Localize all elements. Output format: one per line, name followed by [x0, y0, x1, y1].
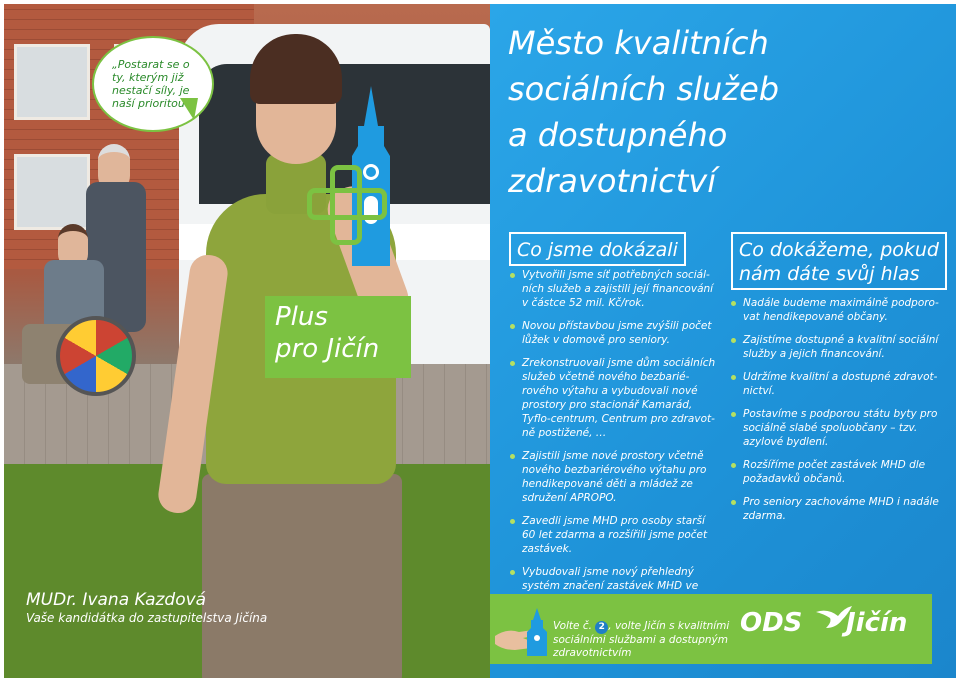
vote-suffix: , volte Jičín s kvalitními sociálními službami a dostupným zdravotnictvím	[553, 620, 730, 659]
list-item: Novou přístavbou jsme zvýšili počet lůžek v domově pro seniory.	[510, 319, 718, 347]
plus-pro-jicin-badge	[265, 296, 411, 378]
headline-line: a dostupného	[508, 116, 728, 154]
logo-city: Jičín	[846, 608, 908, 638]
candidate-caption	[26, 590, 267, 626]
hand-icon	[493, 606, 553, 656]
promise-title-line-2: nám dáte svůj hlas	[739, 263, 920, 285]
achieved-list	[510, 268, 718, 616]
list-item: Zrekonstruovali jsme dům sociálních služeb včetně nového bezbariérového výtahu a vybudovali nové prostory pro stacionář Kamarád, Tyflo-centrum, Centrum pro zdravotně postižené, …	[510, 356, 718, 440]
list-item: Zavedli jsme MHD pro osoby starší 60 let zdarma a rozšířili jsme počet zastávek.	[510, 514, 718, 556]
candidate-photo	[4, 4, 490, 678]
promise-title-line-1: Co dokážeme, pokud	[739, 239, 939, 261]
boy-in-wheelchair	[14, 224, 114, 404]
list-item: Zajistili jsme nové prostory včetně nového bezbariérového výtahu pro hendikepované děti a mládež ze sdružení APROPO.	[510, 449, 718, 505]
promise-list	[731, 296, 941, 532]
candidate-subtitle: Vaše kandidátka do zastupitelstva Jičína	[26, 611, 268, 625]
achieved-title: Co jsme dokázali	[509, 232, 686, 266]
list-item: Vytvořili jsme síť potřebných sociálních služeb a zajistili její financování v částce 52 mil. Kč/rok.	[510, 268, 718, 310]
plus-icon-bar	[307, 188, 387, 220]
headline-line: Město kvalitních	[508, 24, 769, 62]
list-item: Vybudovali jsme nový přehledný systém značení zastávek MHD ve	[510, 565, 718, 607]
badge-line-2: pro Jičín	[275, 334, 380, 364]
list-item: Nadále budeme maximálně podporovat hendikepované občany.	[731, 296, 941, 324]
list-item: Rozšíříme počet zastávek MHD dle požadavků občanů.	[731, 458, 941, 486]
candidate-number-badge: 2	[595, 621, 608, 634]
candidate-name: MUDr. Ivana Kazdová	[26, 590, 207, 610]
headline	[508, 20, 928, 204]
headline-line: zdravotnictví	[508, 162, 717, 200]
promise-title	[731, 232, 947, 290]
vote-text	[553, 620, 738, 660]
quote-text: „Postarat se o ty, kterým již nestačí síly, je naší prioritou.“	[112, 58, 195, 110]
badge-line-1: Plus	[275, 302, 328, 332]
vote-prefix: Volte č.	[553, 620, 592, 632]
headline-line: sociálních služeb	[508, 70, 780, 108]
ods-jicin-logo	[740, 604, 925, 644]
logo-party: ODS	[740, 608, 803, 638]
list-item: Postavíme s podporou státu byty pro sociálně slabé spoluobčany – tzv. azylové bydlení.	[731, 407, 941, 449]
quote-bubble-tail	[180, 98, 198, 120]
list-item: Pro seniory zachováme MHD i nadále zdarma.	[731, 495, 941, 523]
list-item: Udržíme kvalitní a dostupné zdravotnictví.	[731, 370, 941, 398]
wheelchair-wheel-icon	[56, 316, 136, 396]
list-item: Zajistíme dostupné a kvalitní sociální služby a jejich financování.	[731, 333, 941, 361]
